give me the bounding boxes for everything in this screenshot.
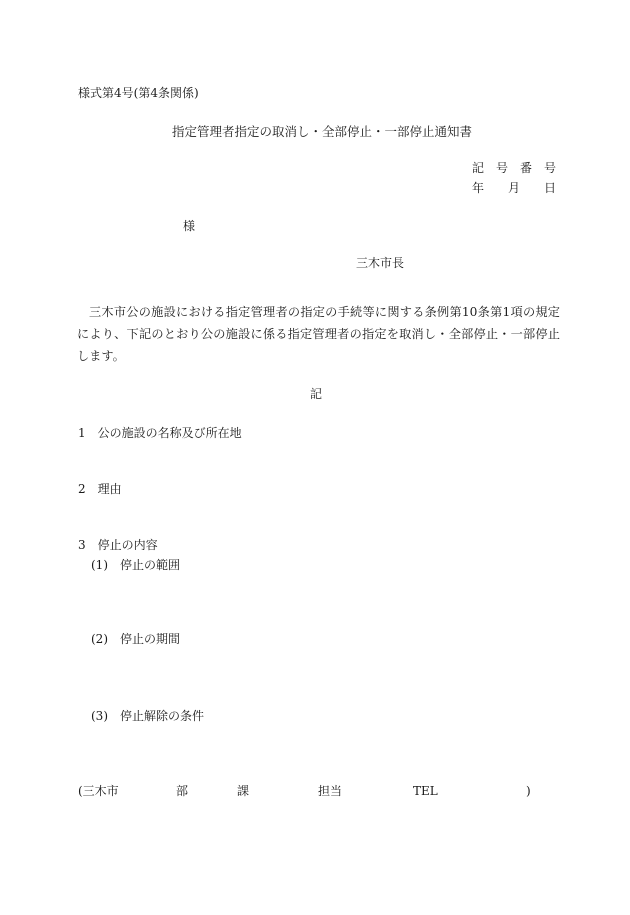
section-3-3-conditions: (3) 停止解除の条件 <box>91 709 204 723</box>
form-number-label: 様式第4号(第4条関係) <box>78 86 199 100</box>
footer-section: 課 <box>237 784 250 798</box>
document-title: 指定管理者指定の取消し・全部停止・一部停止通知書 <box>172 124 473 139</box>
footer-close-paren: ) <box>526 784 531 798</box>
footer-department: 部 <box>176 784 189 798</box>
document-date-line: 年 月 日 <box>471 181 556 195</box>
footer-city: (三木市 <box>78 784 119 798</box>
section-2-reason: 2 理由 <box>78 482 122 496</box>
footer-tel: TEL <box>413 784 438 798</box>
notice-body-text: 三木市公の施設における指定管理者の指定の手続等に関する条例第10条第1項の規定により、下記のとおり公の施設に係る指定管理者の指定を取消し・全部停止・一部停止します。 <box>77 305 560 363</box>
section-1-facility: 1 公の施設の名称及び所在地 <box>78 426 242 440</box>
section-3-2-period: (2) 停止の期間 <box>91 632 180 646</box>
section-3-suspension: 3 停止の内容 <box>78 538 158 552</box>
section-3-1-scope: (1) 停止の範囲 <box>91 558 180 572</box>
recipient-honorific: 様 <box>183 219 196 233</box>
issuer-name: 三木市長 <box>356 256 405 270</box>
document-number-line: 記 号 番 号 <box>471 161 556 175</box>
center-ki-mark: 記 <box>310 387 323 401</box>
footer-person-in-charge: 担当 <box>318 784 343 798</box>
